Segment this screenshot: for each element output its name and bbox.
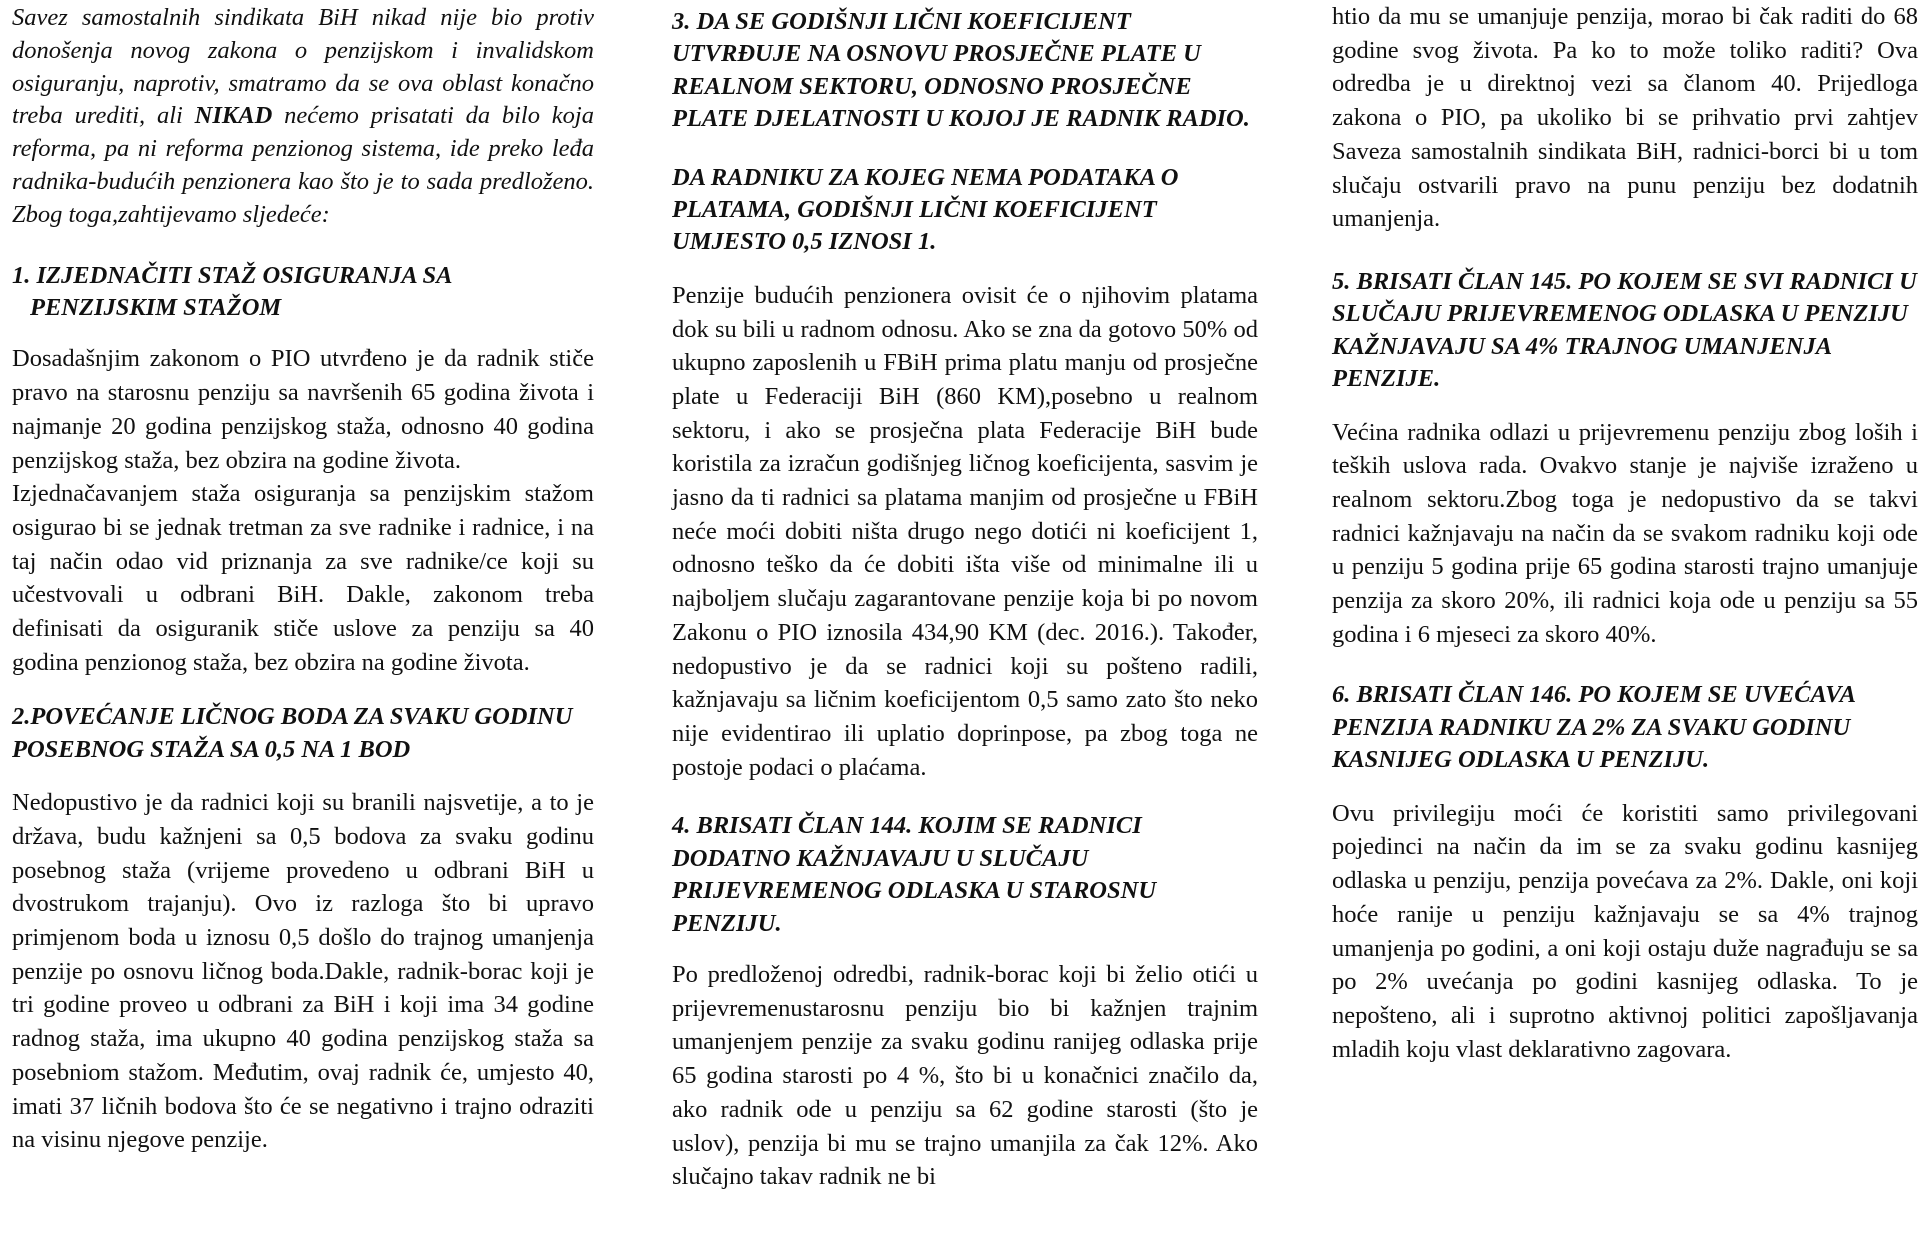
section-3-paragraph: Penzije budućih penzionera ovisit će o njihovim platama dok su bili u radnom odnosu. Ako se zna da gotovo 50% od ukupno zaposlenih u FBiH prima platu manju od prosječne plate u Federaciji BiH (860 KM),posebno u realnom sektoru, i ako se prosječna plata Federacije BiH bude koristila za izračun godišnjeg ličnog koeficijenta, sasvim je jasno da ti radnici sa platama manjim od prosječne u FBiH neće moći dobiti ništa drugo nego dotići ni koeficijent 1, odnosno teško da će dobiti išta više od minimalne ili u najboljem slučaju zagarantovane penzije koja bi po novom Zakonu o PIO iznosila 434,90 KM (dec. 2016.). Također, nedopustivo je da se radnici koji su pošteno radili, kažnjavaju sa ličnim koeficijentom 0,5 samo zato što neko nije evidentirao ili uplatio doprinpose, pa zbog toga ne postoje podaci o plaćama.: [672, 281, 1258, 781]
column-left: [12, 2, 594, 1157]
section-heading-1: 1. IZJEDNAČITI STAŽ OSIGURANJA SA PENZIJSKIM STAŽOM: [12, 261, 452, 321]
section-6-paragraph: Ovu privilegiju moći će koristiti samo privilegovani pojedinci na način da im se za svaku godinu kasnijeg odlaska u penziju, penzija povećava za 2%. Dakle, oni koji hoće ranije u penziju kažnjavaju se sa 4% trajnog umanjenja po godini, a oni koji ostaju duže nagrađuju se sa po 2% uvećanja po godini kasnijeg odlaska. To je nepošteno, ali i suprotno aktivnoj politici zapošljavanja mladih koju vlast deklarativno zagovara.: [1332, 799, 1918, 1063]
section-1-paragraph-2: Izjednačavanjem staža osiguranja sa penzijskim stažom osigurao bi se jednak tretman za sve radnike i radnice, i na taj način odao vid priznanja za sve radnike/ce koji su učestvovali u odbrani BiH. Dakle, zakonom treba definisati da osiguranik stiče uslove za penziju sa 40 godina penzionog staža, bez obzira na godine života.: [12, 480, 594, 676]
section-5-paragraph: Većina radnika odlazi u prijevremenu penziju zbog loših i teških uslova rada. Ovakvo stanje je najviše izraženo u realnom sektoru.Zbog toga je nedopustivo da se takvi radnici kažnjavaju na način da se svakom radniku koji ode u penziju 5 godina prije 65 godina starosti trajno umanjuje penzija za skoro 20%, ili radnici koja ode u penziju sa 55 godina i 6 mjeseci za skoro 40%.: [1332, 418, 1918, 648]
section-heading-3b: DA RADNIKU ZA KOJEG NEMA PODATAKA O PLATAMA, GODIŠNJI LIČNI KOEFICIJENT UMJESTO 0,5 IZNOSI 1.: [672, 163, 1179, 256]
section-heading-5: 5. BRISATI ČLAN 145. PO KOJEM SE SVI RADNICI U SLUČAJU PRIJEVREMENOG ODLASKA U PENZIJU KAŽNJAVAJU SA 4% TRAJNOG UMANJENJA PENZIJE.: [1332, 267, 1917, 393]
column-middle: [672, 6, 1258, 1194]
intro-text-start: Savez samostalnih sindikata BiH nikad nije bio protiv donošenja novog zakona o penzijskom i invalidskom osiguranju, naprotiv, smatramo da se ova oblast konačno treba urediti, ali: [12, 4, 594, 130]
section-heading-6: 6. BRISATI ČLAN 146. PO KOJEM SE UVEĆAVA PENZIJA RADNIKU ZA 2% ZA SVAKU GODINU KASNIJEG ODLASKA U PENZIJU.: [1332, 681, 1855, 774]
section-heading-3: 3. DA SE GODIŠNJI LIČNI KOEFICIJENT UTVRĐUJE NA OSNOVU PROSJEČNE PLATE U REALNOM SEKTORU, ODNOSNO PROSJEČNE PLATE DJELATNOSTI U KOJOJ JE RADNIK RADIO.: [672, 8, 1250, 133]
intro-emphasis: NIKAD: [194, 102, 273, 130]
intro-paragraph: [12, 2, 594, 232]
section-heading-4: 4. BRISATI ČLAN 144. KOJIM SE RADNICI DODATNO KAŽNJAVAJU U SLUČAJU PRIJEVREMENOG ODLASKA U STAROSNU PENZIJU.: [672, 812, 1157, 937]
column-right: [1332, 0, 1918, 1066]
section-heading-2: 2.POVEĆANJE LIČNOG BODA ZA SVAKU GODINU POSEBNOG STAŽA SA 0,5 NA 1 BOD: [12, 703, 573, 763]
section-4-paragraph: Po predloženoj odredbi, radnik-borac koji bi želio otići u prijevremenustarosnu penziju bio bi kažnjen trajnim umanjenjem penzije za svaku godinu ranijeg odlaska prije 65 godina starosti po 4 %, što bi u konačnici značilo da, ako radnik ode u penziju sa 62 godine starosti (što je uslov), penzija bi mu se trajno umanjila za čak 12%. Ako slučajno takav radnik ne bi: [672, 961, 1258, 1191]
intro-text-end: nećemo prisatati da bilo koja reforma, pa ni reforma penzionog sistema, ide preko leđa radnika-budućih penzionera kao što je to sada predloženo. Zbog toga,zahtijevamo sljedeće:: [12, 102, 594, 228]
section-1-paragraph-1: Dosadašnjim zakonom o PIO utvrđeno je da radnik stiče pravo na starosnu penziju sa navršenih 65 godina života i najmanje 20 godina penzijskog staža, odnosno 40 godina penzijskog staža, bez obzira na godine života.: [12, 345, 594, 474]
section-4-paragraph-continued: htio da mu se umanjuje penzija, morao bi čak raditi do 68 godine svog života. Pa ko to može toliko raditi? Ova odredba je u direktnoj vezi sa članom 40. Prijedloga zakona o PIO, pa ukoliko bi se prihvatio prvi zahtjev Saveza samostalnih sindikata BiH, radnici-borci bi u tom slučaju ostvarili pravo na punu penziju bez dodatnih umanjenja.: [1332, 3, 1918, 233]
section-2-paragraph: Nedopustivo je da radnici koji su branili najsvetije, a to je država, budu kažnjeni sa 0,5 bodova za svaku godinu posebnog staža (vrijeme provedeno u odbrani BiH u dvostrukom trajanju). Ovo iz razloga što bi upravo primjenom boda u iznosu 0,5 došlo do trajnog umanjenja penzije po osnovu ličnog boda.Dakle, radnik-borac koji je tri godine proveo u odbrani za BiH i koji ima 34 godine radnog staža, ima ukupno 40 godina penzijskog staža sa posebniom stažom. Međutim, ovaj radnik će, umjesto 40, imati 37 ličnih bodova što će se negativno i trajno odraziti na visinu njegove penzije.: [12, 789, 594, 1154]
